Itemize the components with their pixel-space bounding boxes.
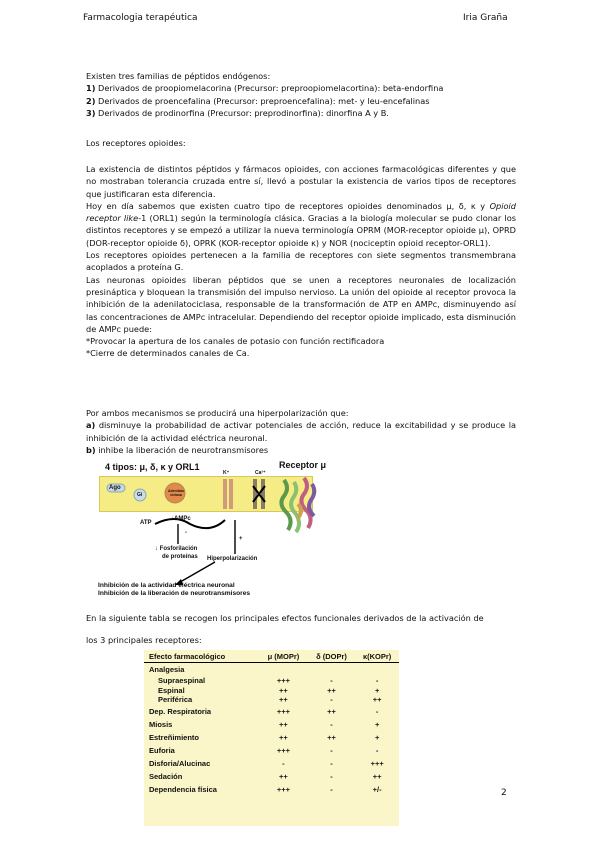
ca-channel-right — [261, 479, 265, 509]
table-row — [144, 783, 399, 796]
row-label: Periférica — [158, 695, 193, 705]
hyper-item-a: a) disminuye la probabilidad de activar potenciales de acción, reduce la excitabilidad y se produce la inhibición de la actividad eléctrica neuronal. — [86, 420, 516, 443]
bullet-1: *Provocar la apertura de los canales de potasio con función rectificadora — [86, 336, 385, 347]
row-label: Espinal — [158, 685, 185, 695]
table-row — [144, 663, 399, 677]
inhibition-line-1: Inhibición de la actividad eléctrica neuronal — [98, 582, 235, 589]
table-intro: En la siguiente tabla se recogen los principales efectos funcionales derivados de la activación de — [86, 613, 484, 623]
intro-item-1: 1) Derivados de proopiomelacorina (Precursor: preproopiomelacortina): beta-endorfina — [86, 83, 444, 94]
table-row — [144, 770, 399, 783]
header-left: Farmacologia terapéutica — [83, 13, 198, 23]
cell-kappa: ++ — [372, 771, 382, 781]
page-number: 2 — [501, 788, 507, 798]
cell-delta: - — [330, 719, 333, 729]
hyper-intro: Por ambos mecanismos se producirá una hiperpolarización que: — [86, 408, 349, 418]
cell-delta: - — [330, 676, 333, 686]
receptor-structure-image — [276, 470, 336, 550]
cell-delta: ++ — [327, 685, 336, 695]
table-row — [144, 757, 399, 770]
receptor-label: Receptor μ — [279, 460, 327, 470]
cell-mu: - — [282, 758, 285, 768]
receptors-heading: Los receptores opioides: — [86, 138, 186, 148]
cell-mu: ++ — [279, 695, 288, 705]
ca-label: Ca²⁺ — [255, 470, 266, 476]
plus-label: + — [239, 536, 243, 542]
table-row — [144, 705, 399, 718]
cell-delta: - — [330, 695, 333, 705]
ca-channel-left — [253, 479, 257, 509]
table-row — [144, 718, 399, 731]
intro-item-2: 2) Derivados de proencefalina (Precursor: preproencefalina): met- y leu-encefalinas — [86, 95, 430, 106]
cell-mu — [259, 663, 308, 677]
row-label: Euforia — [149, 745, 175, 755]
figure-title: 4 tipos: μ, δ, κ y ORL1 — [105, 462, 200, 472]
cell-kappa: - — [375, 745, 379, 755]
paragraph-2: Hoy en día sabemos que existen cuatro tipo de receptores opioides denominados μ, δ, κ y Opioid receptor like-1 (ORL1) según la terminología clásica. Gracias a la biología molecular se pudo clonar los distintos receptores y se empezó a utilizar la nueva terminología OPRM (MOR-receptor opioide μ), OPRD (DOR-receptor opioide δ), OPRK (KOR-receptor opioide κ) y NOR (nociceptin opioid receptor-ORL1). — [86, 200, 517, 248]
minus-label: - — [185, 530, 187, 536]
table-row — [144, 695, 399, 705]
k-label: K⁺ — [223, 470, 230, 476]
hyper-section — [86, 407, 516, 456]
cell-mu: ++ — [279, 719, 288, 729]
cell-delta: - — [330, 745, 333, 755]
header-effect: Efecto farmacológico — [144, 650, 259, 663]
cell-kappa: +++ — [370, 758, 384, 768]
atp-label: ATP — [140, 520, 152, 526]
cell-mu: ++ — [279, 771, 288, 781]
header-mu: μ (MOPr) — [259, 650, 308, 663]
row-label: Analgesia — [149, 665, 185, 674]
row-label: Dep. Respiratoria — [149, 706, 212, 716]
paragraph-1: La existencia de distintos péptidos y fármacos opioides, con acciones farmacológicas diferentes y que no mostraban tolerancia cruzada entre sí, llevó a postular la existencia de varios tipos de receptores que justificaran esta diferencia. — [86, 164, 516, 199]
paragraph-3: Los receptores opioides pertenecen a la familia de receptores con siete segmentos transmembrana acoplados a proteína G. — [86, 250, 516, 273]
cell-kappa: - — [375, 706, 379, 716]
phosph-label-1: ↓ Fosforilación — [155, 546, 198, 552]
inhibition-line-2: Inhibición de la liberación de neurotransmisores — [98, 589, 251, 597]
table-row — [144, 744, 399, 757]
cell-mu: +++ — [276, 706, 290, 716]
cell-mu: +++ — [276, 745, 290, 755]
table-intro-2: los 3 principales receptores: — [86, 635, 202, 645]
cell-kappa — [355, 663, 399, 677]
cell-mu: ++ — [279, 685, 288, 695]
row-label: Estreñimiento — [149, 732, 200, 742]
header-delta: δ (DOPr) — [308, 650, 355, 663]
agonist-label: Ago — [109, 485, 121, 491]
intro-heading: Existen tres familias de péptidos endógenos: — [86, 71, 271, 81]
cell-mu: +++ — [276, 676, 290, 686]
cell-mu: ++ — [279, 732, 288, 742]
row-label: Sedación — [149, 771, 183, 781]
cell-kappa: + — [374, 719, 380, 729]
k-channel-right — [229, 479, 233, 509]
ac-label: Adenilato ciclasa — [168, 489, 184, 497]
row-label: Dependencia física — [149, 784, 217, 794]
bullet-2: *Cierre de determinados canales de Ca. — [86, 348, 250, 359]
hyper-label: Hiperpolarización — [207, 556, 258, 562]
cell-mu: +++ — [276, 784, 290, 794]
paragraph-4: Las neuronas opioides liberan péptidos que se unen a receptores neuronales de localización presináptica y bloquean la transmisión del impulso nervioso. La unión del opioide al receptor provoca la inhibición de la adenilatociclasa, responsable de la transformación de ATP en AMPc, disminuyendo así las concentraciones de AMPc intracelular. Dependiendo del receptor opioide implicado, esta disminución de AMPc puede: — [86, 274, 516, 334]
cell-delta: - — [330, 784, 333, 794]
table-header-row — [144, 650, 399, 663]
header-right: Iria Graña — [463, 13, 508, 23]
phosph-label-2: de proteínas — [162, 554, 198, 560]
cell-delta: ++ — [327, 732, 336, 742]
cell-delta: - — [330, 758, 333, 768]
intro-item-3: 3) Derivados de prodinorfina (Precursor: preprodinorfina): dinorfina A y B. — [86, 107, 389, 118]
header-kappa: κ(KOPr) — [355, 650, 399, 663]
hyper-item-b: b) inhibe la liberación de neurotransmisores — [86, 444, 269, 455]
ampc-label: ↓AMPc — [171, 516, 191, 522]
gi-label: Gi — [137, 492, 143, 498]
cell-delta — [308, 663, 355, 677]
table-row — [144, 686, 399, 696]
table-row — [144, 676, 399, 686]
cell-delta: - — [330, 771, 333, 781]
body-section — [86, 163, 516, 360]
intro-section — [86, 70, 516, 119]
cell-kappa: - — [375, 676, 379, 686]
cell-kappa: +/- — [372, 784, 382, 794]
cell-delta: ++ — [327, 706, 336, 716]
inhibition-box — [98, 582, 250, 597]
cell-kappa: + — [374, 685, 380, 695]
effects-table — [144, 650, 399, 826]
row-label: Disforia/Alucinac — [149, 758, 211, 768]
row-label: Miosis — [149, 719, 173, 729]
k-channel-left — [223, 479, 227, 509]
cell-kappa: ++ — [372, 695, 382, 705]
cell-kappa: + — [374, 732, 380, 742]
row-label: Supraespinal — [158, 676, 206, 686]
table-row — [144, 731, 399, 744]
receptor-figure — [276, 460, 336, 540]
